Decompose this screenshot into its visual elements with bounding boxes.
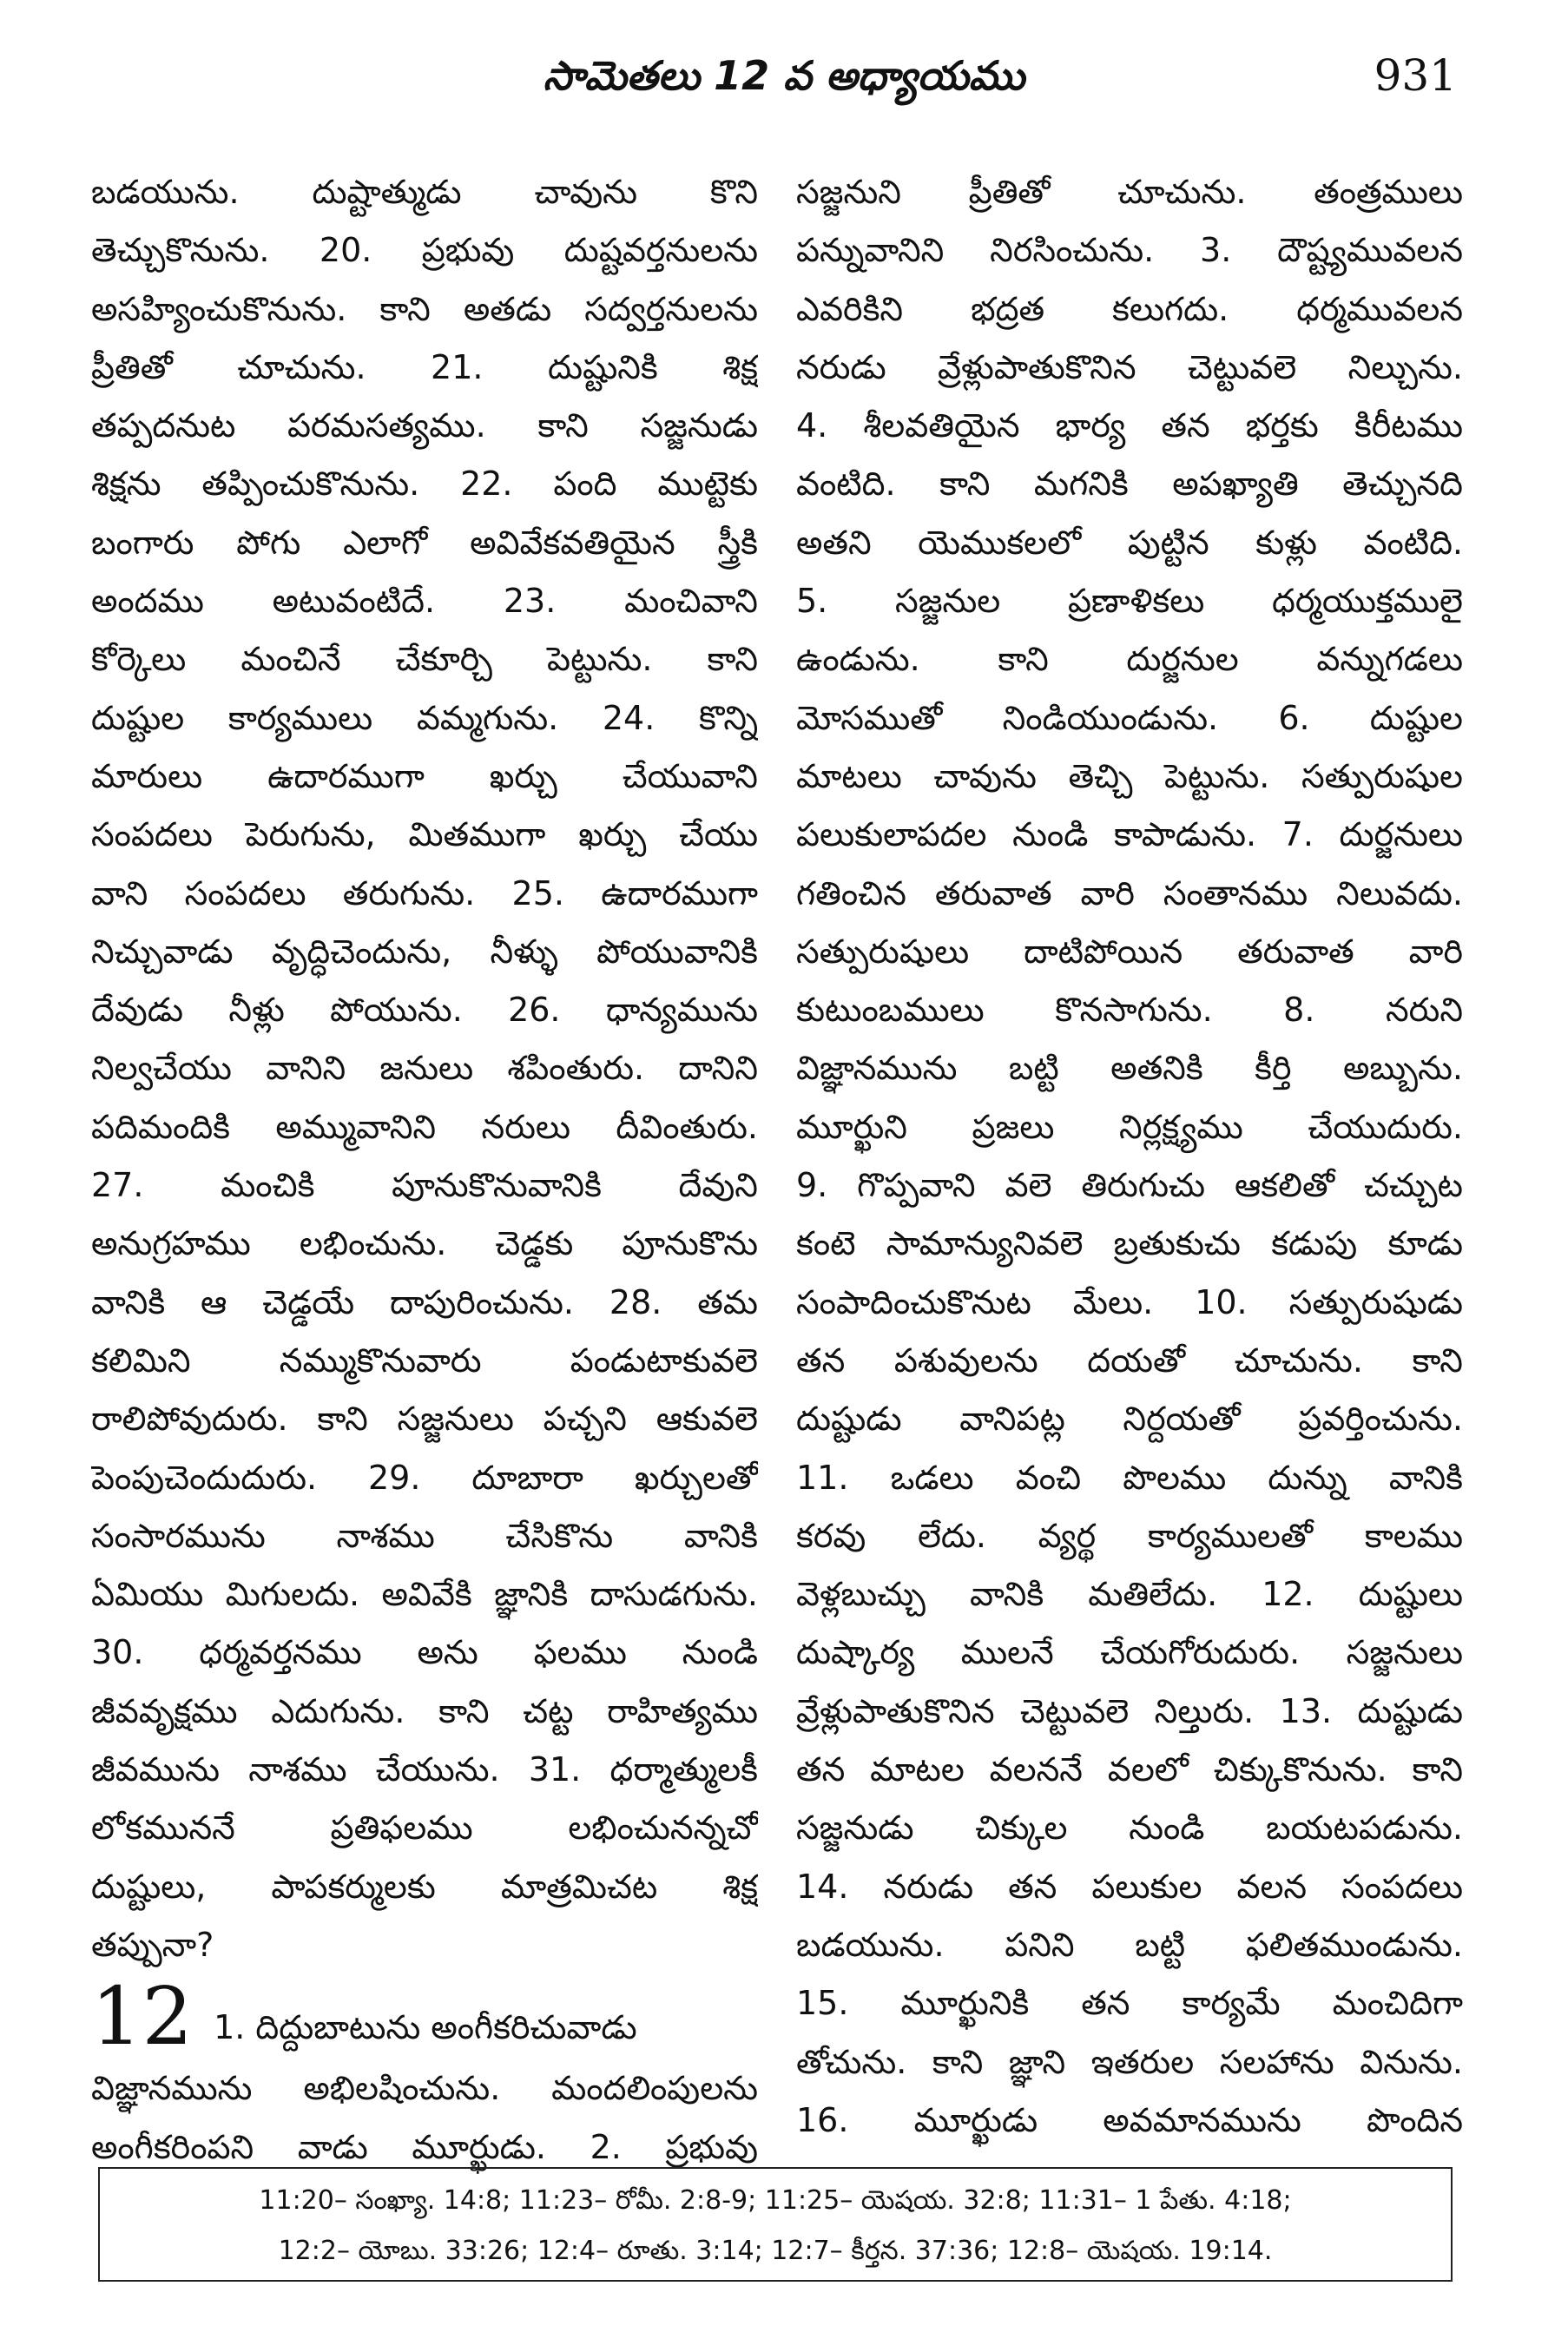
text-line: మూర్ఖుని ప్రజలు నిర్లక్ష్యము చేయుదురు.: [796, 1107, 1463, 1146]
text-line: సంపాదించుకొనుట మేలు. 10. సత్పురుషుడు: [796, 1282, 1463, 1321]
text-line: బంగారు పోగు ఎలాగో అవివేకవతియైన స్త్రీకి: [91, 523, 758, 562]
text-line: వానికి ఆ చెడ్డయే దాపురించును. 28. తమ: [91, 1282, 758, 1321]
text-line: పదిమందికి అమ్మువానిని నరులు దీవింతురు.: [91, 1107, 758, 1146]
text-line: నరుడు వ్రేళ్లుపాతుకొనిన చెట్టువలె నిల్చును.: [796, 347, 1463, 386]
text-line: అతని యెముకలలో పుట్టిన కుళ్లు వంటిది.: [796, 523, 1463, 562]
chapter-start: [91, 1974, 758, 2059]
text-line: తెచ్చుకొనును. 20. ప్రభువు దుష్టవర్తనులను: [91, 231, 758, 270]
text-line: పెంపుచెందుదురు. 29. దూబారా ఖర్చులతో: [91, 1458, 758, 1497]
text-line: 9. గొప్పవాని వలె తిరుగుచు ఆకలితో చచ్చుట: [796, 1166, 1463, 1205]
text-line: తన మాటల వలననే వలలో చిక్కుకొనును. కాని: [796, 1750, 1463, 1789]
text-line: జీవమును నాశము చేయును. 31. ధర్మాత్ములకీ: [91, 1750, 758, 1789]
text-line: తప్పునా?: [91, 1925, 214, 1964]
text-line: అనుగ్రహము లభించును. చెడ్డకు పూనుకొను: [91, 1224, 758, 1263]
text-line: ఏమియు మిగులదు. అవివేకి జ్ఞానికి దాసుడగును.: [91, 1575, 758, 1614]
text-line: పలుకులాపదల నుండి కాపాడును. 7. దుర్జనులు: [796, 815, 1463, 854]
text-line: విజ్ఞానమును అభిలషించును. మందలింపులను: [91, 2069, 758, 2108]
text-line: మాటలు చావును తెచ్చి పెట్టును. సత్పురుషుల: [796, 756, 1463, 795]
text-line: లోకముననే ప్రతిఫలము లభించునన్నచో: [91, 1808, 758, 1848]
text-line: 30. ధర్మవర్తనము అను ఫలము నుండి: [91, 1633, 758, 1672]
text-line: ఎవరికిని భద్రత కలుగదు. ధర్మమువలన: [796, 289, 1463, 328]
text-line: వాని సంపదలు తరుగును. 25. ఉదారముగా: [91, 873, 758, 912]
text-line: నిచ్చువాడు వృద్ధిచెందును, నీళ్ళు పోయువానికి: [91, 932, 758, 971]
text-line: వెళ్లబుచ్చు వానికి మతిలేదు. 12. దుష్టులు: [796, 1575, 1463, 1614]
text-line: 16. మూర్ఖుడు అవమానమును పొందిన: [796, 2100, 1463, 2139]
right-column: [796, 163, 1463, 2150]
text-line: సంసారమును నాశము చేసికొను వానికి: [91, 1516, 758, 1555]
text-line: 5. సజ్జనుల ప్రణాళికలు ధర్మయుక్తములై: [796, 582, 1463, 621]
cross-references-box: [98, 2167, 1453, 2282]
text-line: 11. ఒడలు వంచి పొలము దున్ను వానికి: [796, 1458, 1463, 1497]
text-line: విజ్ఞానమును బట్టి అతనికి కీర్తి అబ్బును.: [796, 1049, 1463, 1088]
page-header: [0, 43, 1568, 122]
chapter-title: సామెతలు 12 వ అధ్యాయము: [543, 52, 1025, 99]
text-line: 14. నరుడు తన పలుకుల వలన సంపదలు: [796, 1867, 1463, 1906]
text-line: రాలిపోవుదురు. కాని సజ్జనులు పచ్చని ఆకువలె: [91, 1400, 758, 1439]
text-line: వంటిది. కాని మగనికి అపఖ్యాతి తెచ్చునది: [796, 464, 1463, 504]
text-line: అందము అటువంటిదే. 23. మంచివాని: [91, 582, 758, 621]
text-line: అసహ్యించుకొనును. కాని అతడు సద్వర్తనులను: [91, 289, 758, 328]
cross-reference-line: 12:2– యోబు. 33:26; 12:4– రూతు. 3:14; 12:7– కీర్తన. 37:36; 12:8– యెషయ. 19:14.: [278, 2236, 1273, 2266]
text-line: దుష్కార్య ములనే చేయగోరుదురు. సజ్జనులు: [796, 1633, 1463, 1672]
left-column: [91, 163, 758, 2177]
text-line: దుష్టుల కార్యములు వమ్మగును. 24. కొన్ని: [91, 698, 758, 737]
text-line: దుష్టుడు వానిపట్ల నిర్దయతో ప్రవర్తించును.: [796, 1400, 1463, 1439]
text-line: వ్రేళ్లుపాతుకొనిన చెట్టువలె నిల్తురు. 13. దుష్టుడు: [796, 1691, 1463, 1730]
page-number: 931: [1374, 50, 1457, 101]
text-line: బడయును. దుష్టాత్ముడు చావును కొని: [91, 173, 758, 211]
text-line: కంటె సామాన్యునివలె బ్రతుకుచు కడుపు కూడు: [796, 1224, 1463, 1263]
text-line: శిక్షను తప్పించుకొనును. 22. పంది ముట్టెకు: [91, 464, 758, 504]
text-line: తన పశువులను దయతో చూచును. కాని: [796, 1341, 1463, 1380]
text-line: సజ్జనుడు చిక్కుల నుండి బయటపడును.: [796, 1808, 1463, 1848]
text-line: సంపదలు పెరుగును, మితముగా ఖర్చు చేయు: [91, 815, 758, 854]
text-line: దుష్టులు, పాపకర్ములకు మాత్రమిచట శిక్ష: [91, 1867, 758, 1906]
text-line: పన్నువానిని నిరసించును. 3. దౌష్ట్యమువలన: [796, 231, 1463, 270]
text-line: కలిమిని నమ్ముకొనువారు పండుటాకువలె: [91, 1341, 758, 1380]
text-line: అంగీకరింపని వాడు మూర్ఖుడు. 2. ప్రభువు: [91, 2127, 758, 2166]
text-line: జీవవృక్షము ఎదుగును. కాని చట్ట రాహిత్యము: [91, 1691, 758, 1730]
text-line: నిల్వచేయు వానిని జనులు శపింతురు. దానిని: [91, 1049, 758, 1088]
text-line: కరవు లేదు. వ్యర్థ కార్యములతో కాలము: [796, 1516, 1463, 1555]
text-line: 27. మంచికి పూనుకొనువానికి దేవుని: [91, 1166, 758, 1205]
text-line: 4. శీలవతియైన భార్య తన భర్తకు కిరీటము: [796, 406, 1463, 445]
text-line: గతించిన తరువాత వారి సంతానము నిలువదు.: [796, 873, 1463, 912]
text-line: మారులు ఉదారముగా ఖర్చు చేయువాని: [91, 756, 758, 795]
text-line: బడయును. పనిని బట్టి ఫలితముండును.: [796, 1925, 1463, 1964]
text-line: తోచును. కాని జ్ఞాని ఇతరుల సలహాను వినును.: [796, 2042, 1463, 2081]
text-line: 1. దిద్దుబాటును అంగీకరిచువాడు: [214, 2008, 637, 2047]
chapter-number: 12: [91, 1974, 194, 2060]
text-line: కోర్కెలు మంచినే చేకూర్చి పెట్టును. కాని: [91, 640, 758, 679]
text-line: సజ్జనుని ప్రీతితో చూచును. తంత్రములు: [796, 173, 1463, 211]
text-line: కుటుంబములు కొనసాగును. 8. నరుని: [796, 991, 1463, 1030]
text-line: 15. మూర్ఖునికి తన కార్యమే మంచిదిగా: [796, 1984, 1463, 2023]
text-line: ప్రీతితో చూచును. 21. దుష్టునికి శిక్ష: [91, 347, 758, 386]
cross-reference-line: 11:20– సంఖ్యా. 14:8; 11:23– రోమీ. 2:8-9; 11:25– యెషయ. 32:8; 11:31– 1 పేతు. 4:18;: [259, 2185, 1292, 2216]
text-line: ఉండును. కాని దుర్జనుల వన్నుగడలు: [796, 640, 1463, 679]
text-line: దేవుడు నీళ్లు పోయును. 26. ధాన్యమును: [91, 991, 758, 1030]
text-line: సత్పురుషులు దాటిపోయిన తరువాత వారి: [796, 932, 1463, 971]
text-line: తప్పదనుట పరమసత్యము. కాని సజ్జనుడు: [91, 406, 758, 445]
text-line: మోసముతో నిండియుండును. 6. దుష్టుల: [796, 698, 1463, 737]
